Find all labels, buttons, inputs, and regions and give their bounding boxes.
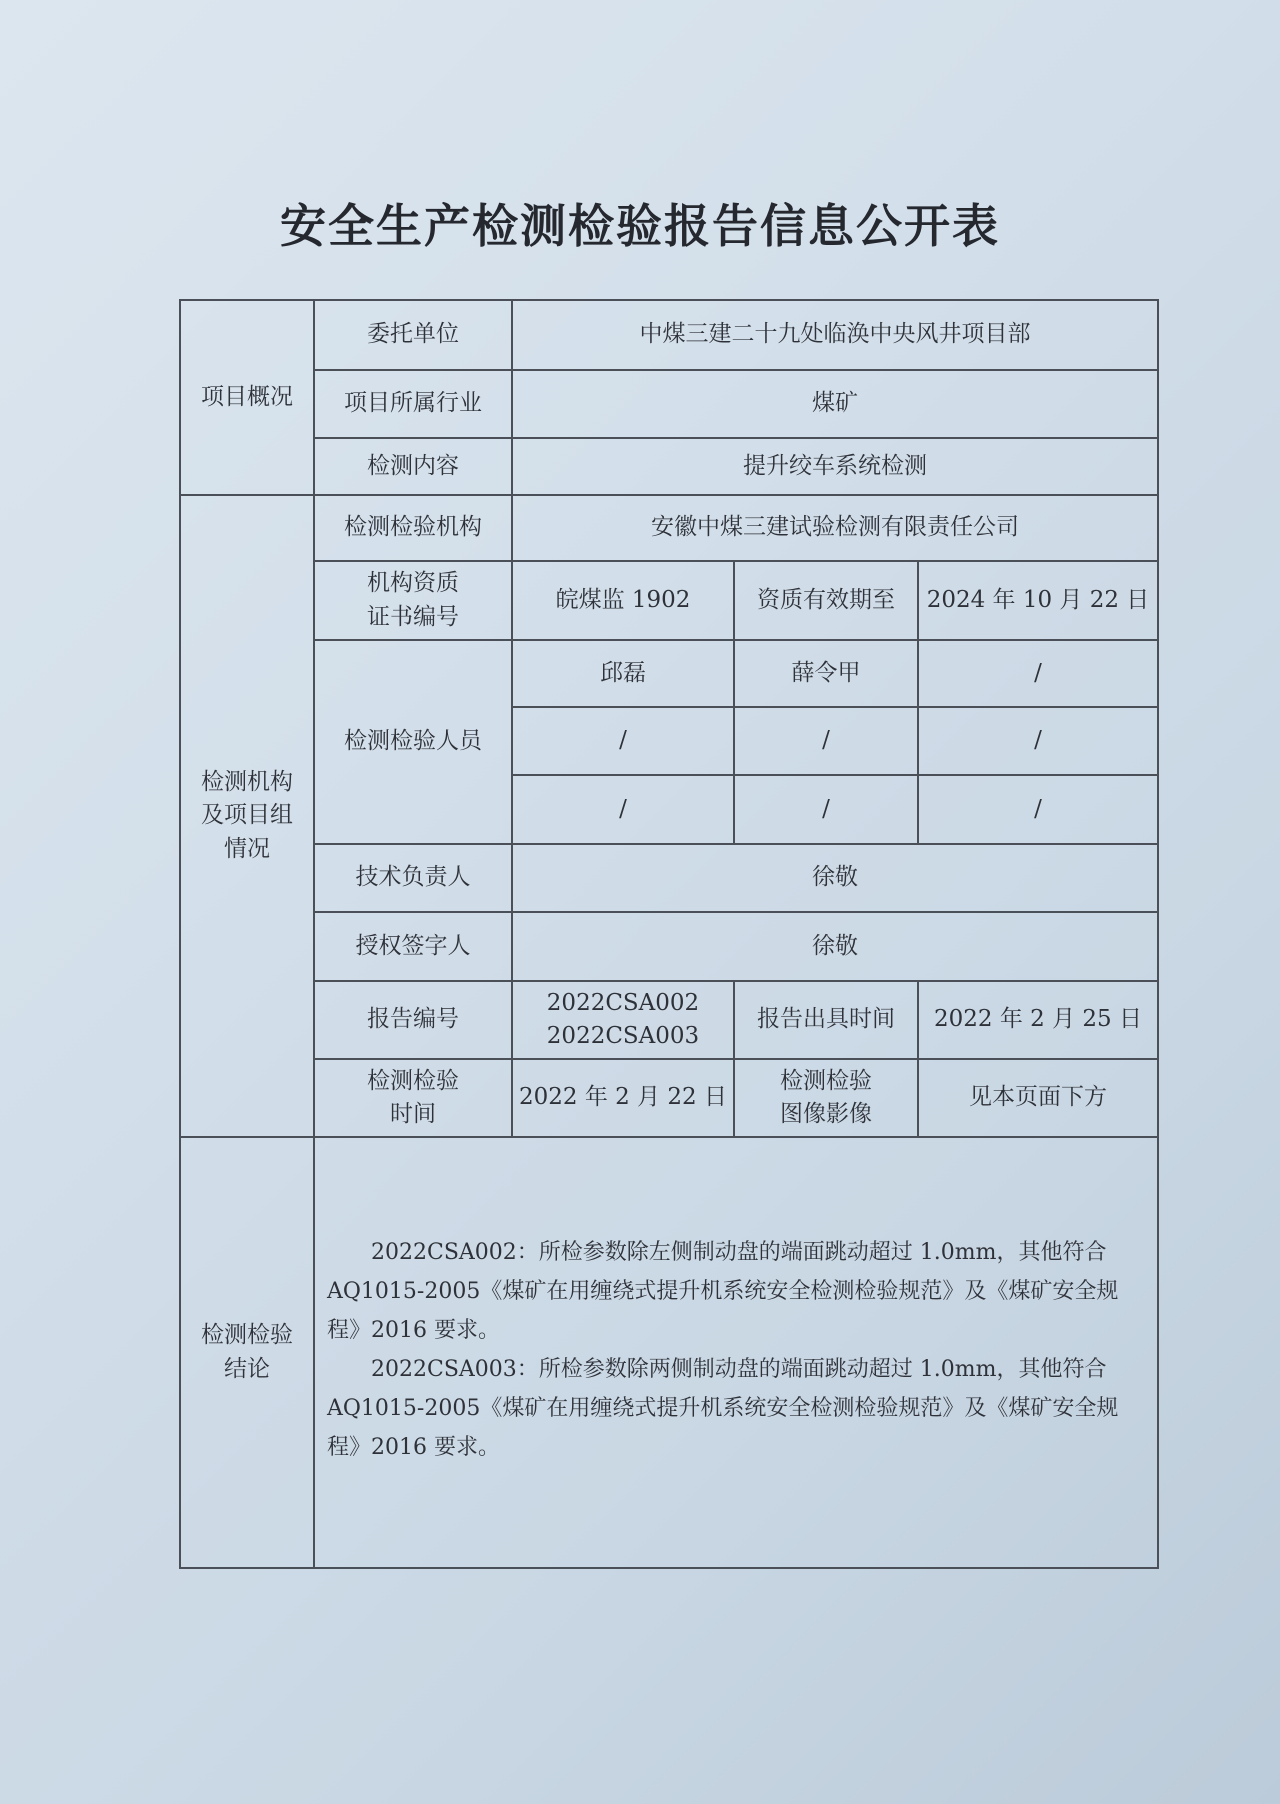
- test-time-label: [314, 1059, 512, 1137]
- table-row: [180, 495, 1158, 561]
- report-number: 2022CSA002: [546, 989, 700, 1016]
- report-number: 2022CSA003: [546, 1023, 700, 1049]
- content-value: 提升绞车系统检测: [512, 438, 1158, 495]
- cert-label: [314, 561, 512, 640]
- conclusion-cell: [314, 1137, 1158, 1568]
- conclusion-body: [315, 1138, 1157, 1467]
- tech-lead-label: 技术负责人: [314, 844, 512, 912]
- test-time-label-line: 时间: [390, 1101, 436, 1127]
- table-row: [180, 370, 1158, 438]
- cert-number: 皖煤监 1902: [512, 561, 734, 640]
- conclusion-label-line: 检测检验: [201, 1322, 293, 1349]
- table-row: [180, 561, 1158, 640]
- table-row: [180, 912, 1158, 981]
- page-title: 安全生产检测检验报告信息公开表: [280, 199, 1000, 253]
- personnel-cell: /: [918, 640, 1158, 707]
- agency-label: 检测检验机构: [314, 495, 512, 561]
- image-label-line: 检测检验: [780, 1067, 872, 1094]
- section-label-project-overview: 项目概况: [180, 300, 314, 495]
- image-value: 见本页面下方: [918, 1059, 1158, 1137]
- client-label: 委托单位: [314, 300, 512, 370]
- content-label: 检测内容: [314, 438, 512, 495]
- test-time-label-line: 检测检验: [367, 1067, 459, 1094]
- table-row: [180, 1059, 1158, 1137]
- personnel-cell: /: [734, 775, 918, 844]
- personnel-cell: /: [734, 707, 918, 775]
- section-label-conclusion: [180, 1137, 314, 1568]
- agency-value: 安徽中煤三建试验检测有限责任公司: [512, 495, 1158, 561]
- report-numbers: [512, 981, 734, 1059]
- conclusion-paragraph: 2022CSA002：所检参数除左侧制动盘的端面跳动超过 1.0mm，其他符合 AQ1015-2005《煤矿在用缠绕式提升机系统安全检测检验规范》及《煤矿安全规程》2016 要求。: [327, 1240, 1119, 1343]
- conclusion-label-line: 结论: [224, 1355, 270, 1382]
- table-row: [180, 300, 1158, 370]
- personnel-cell: /: [918, 775, 1158, 844]
- cert-label-line: 机构资质: [367, 570, 459, 597]
- table-row: [180, 640, 1158, 707]
- cert-label-line: 证书编号: [367, 603, 459, 630]
- personnel-cell: 邱磊: [512, 640, 734, 707]
- signatory-label: 授权签字人: [314, 912, 512, 981]
- signatory-value: 徐敬: [512, 912, 1158, 981]
- issue-time-value: 2022 年 2 月 25 日: [918, 981, 1158, 1059]
- section-label-line: 检测机构: [201, 768, 293, 795]
- test-time-value: 2022 年 2 月 22 日: [512, 1059, 734, 1137]
- conclusion-paragraph: 2022CSA003：所检参数除两侧制动盘的端面跳动超过 1.0mm，其他符合 AQ1015-2005《煤矿在用缠绕式提升机系统安全检测检验规范》及《煤矿安全规程》2016 要求。: [327, 1357, 1119, 1460]
- issue-time-label: 报告出具时间: [734, 981, 918, 1059]
- table-row: [180, 981, 1158, 1059]
- personnel-cell: /: [512, 707, 734, 775]
- industry-label: 项目所属行业: [314, 370, 512, 438]
- tech-lead-value: 徐敬: [512, 844, 1158, 912]
- report-no-label: 报告编号: [314, 981, 512, 1059]
- table-row: [180, 844, 1158, 912]
- report-table: [179, 299, 1159, 1569]
- section-label-line: 情况: [224, 835, 270, 862]
- validity-value: 2024 年 10 月 22 日: [918, 561, 1158, 640]
- table-row: [180, 1137, 1158, 1568]
- image-label-line: 图像影像: [780, 1101, 872, 1127]
- client-value: 中煤三建二十九处临涣中央风井项目部: [512, 300, 1158, 370]
- section-label-line: 及项目组: [201, 802, 293, 829]
- personnel-cell: 薛令甲: [734, 640, 918, 707]
- table-row: [180, 438, 1158, 495]
- validity-label: 资质有效期至: [734, 561, 918, 640]
- personnel-cell: /: [512, 775, 734, 844]
- industry-value: 煤矿: [512, 370, 1158, 438]
- image-label: [734, 1059, 918, 1137]
- personnel-cell: /: [918, 707, 1158, 775]
- personnel-label: 检测检验人员: [314, 640, 512, 844]
- section-label-institution: [180, 495, 314, 1137]
